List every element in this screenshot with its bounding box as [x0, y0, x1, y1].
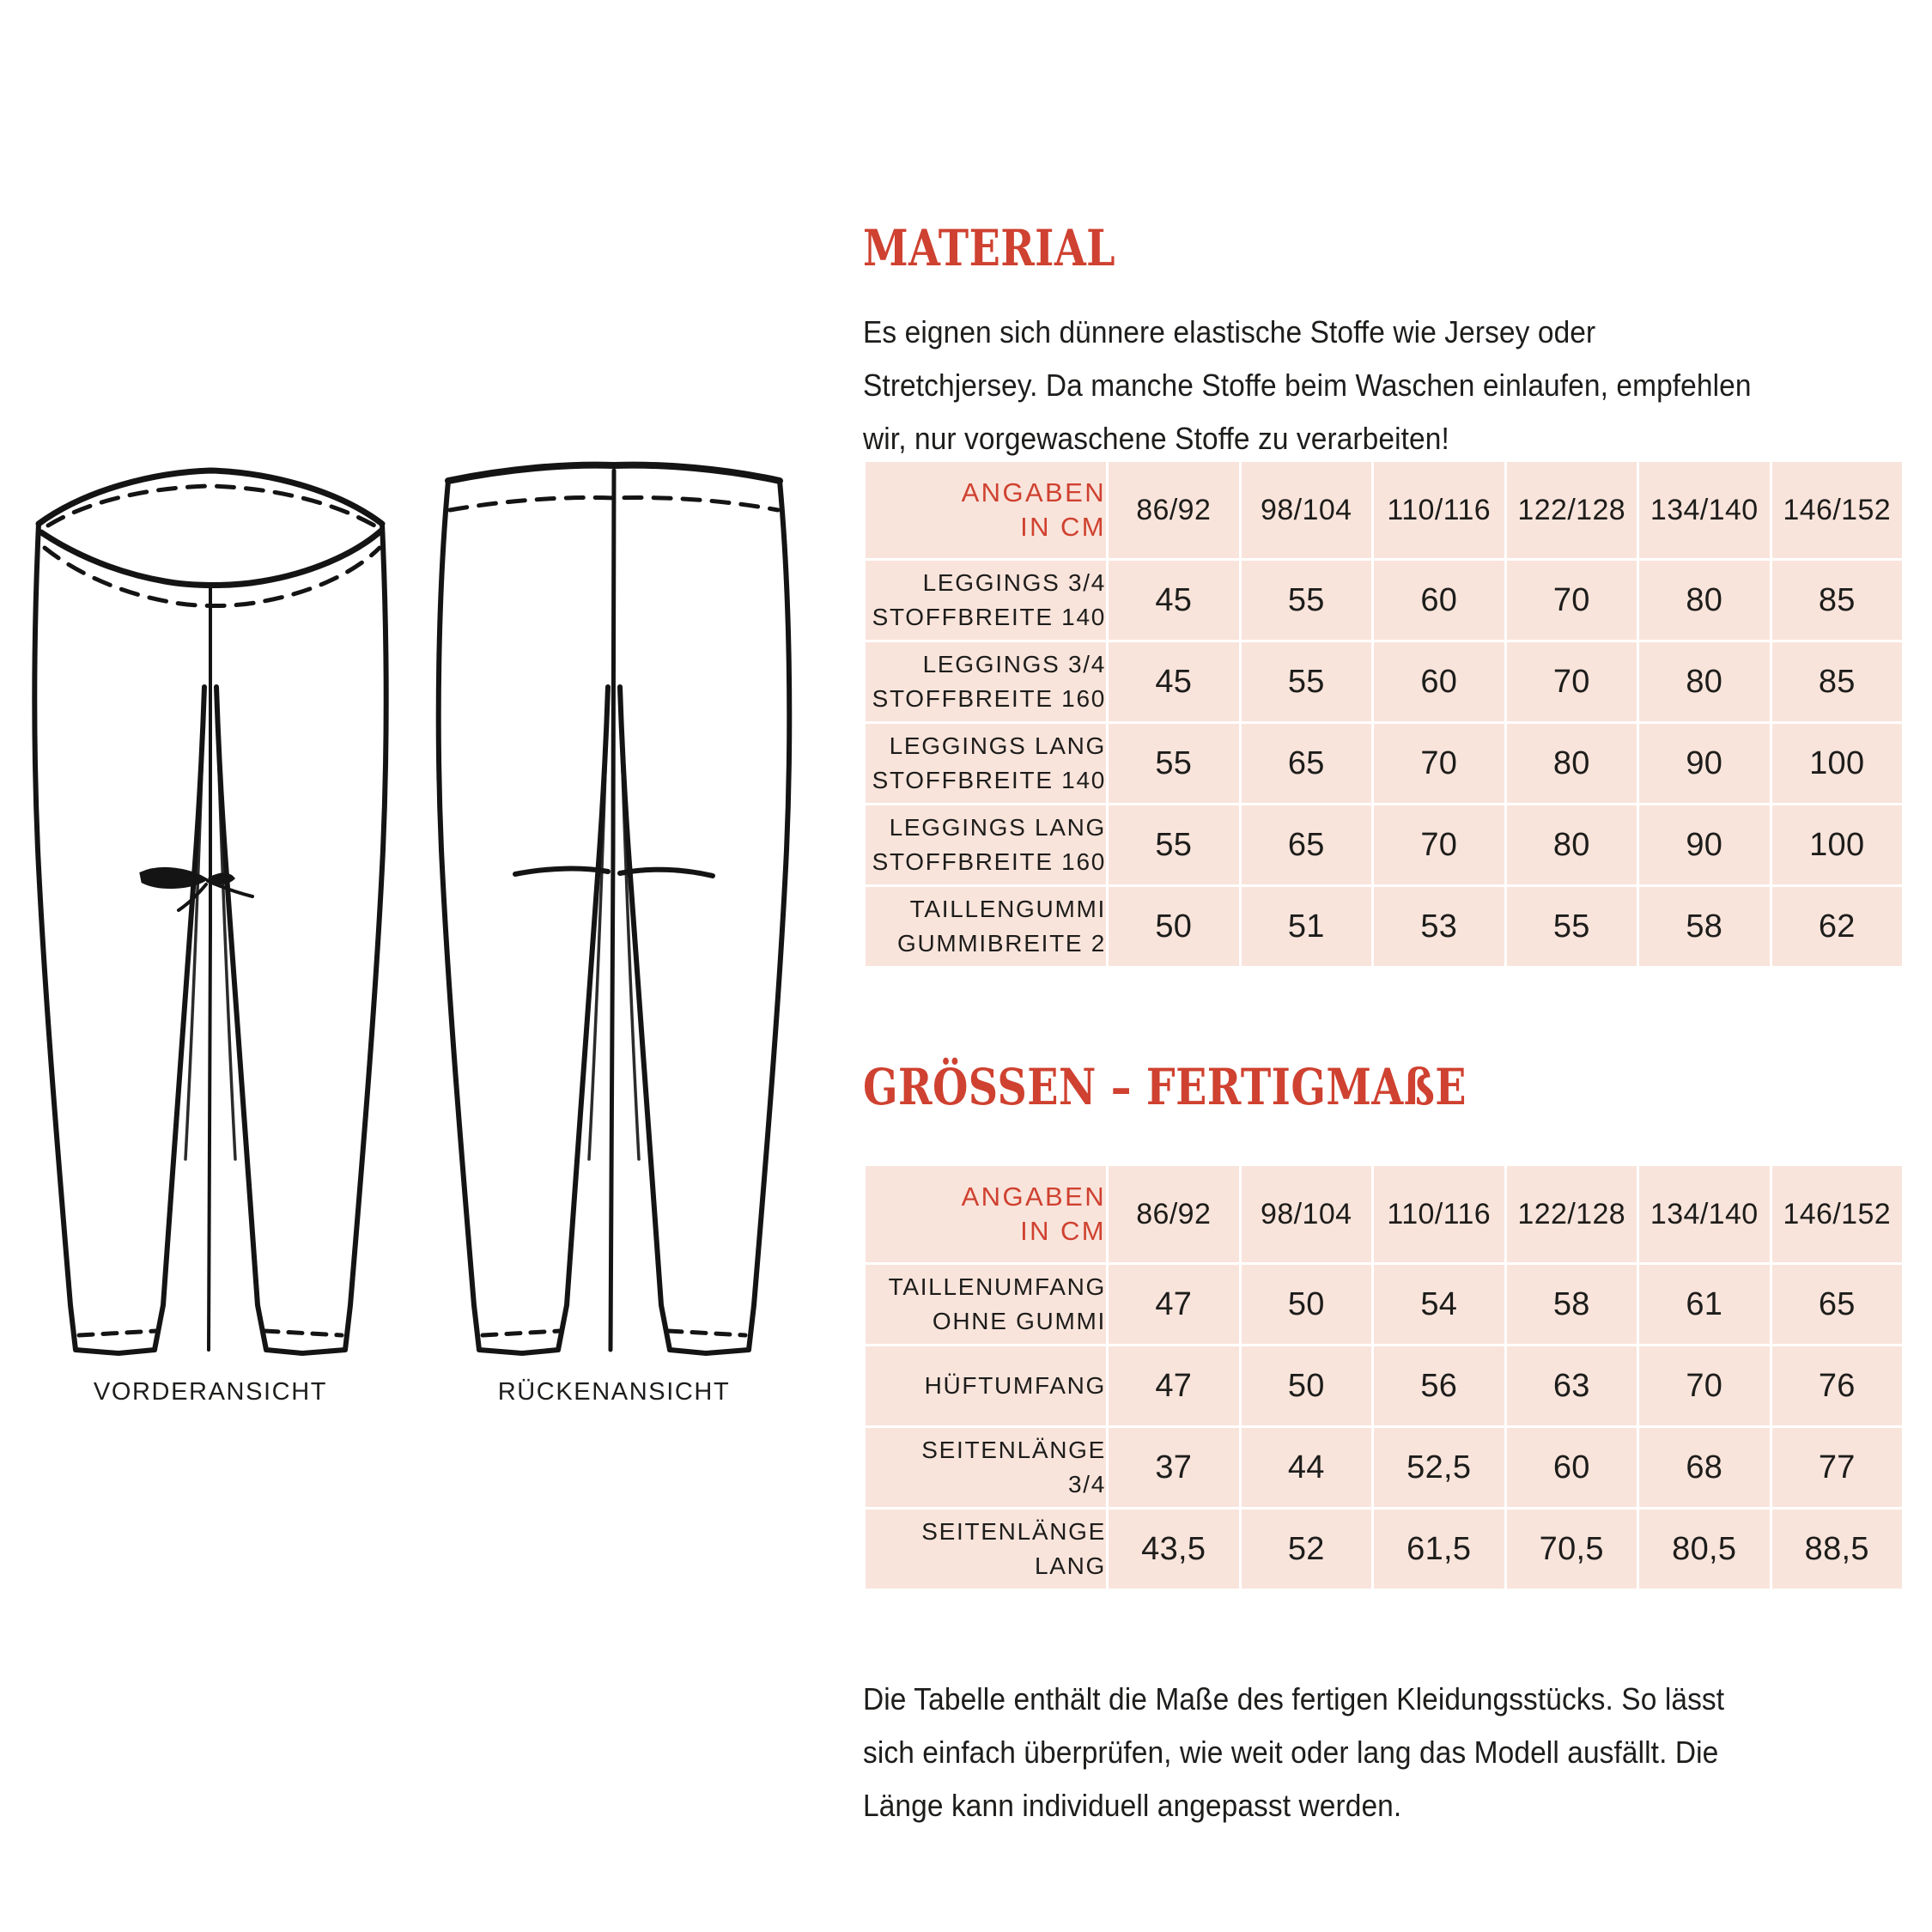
fabric-cell-value: 58 [1639, 887, 1770, 966]
fabric-cell-value: 70 [1374, 805, 1504, 884]
fabric-cell-value: 60 [1374, 642, 1504, 721]
finished-cell-value: 52 [1242, 1510, 1372, 1589]
fabric-row-label: LEGGINGS 3/4 STOFFBREITE 160 [866, 642, 1106, 721]
sizes-section-title: GRÖSSEN – FERTIGMAßE [863, 1058, 1467, 1116]
finished-cell-value: 88,5 [1772, 1510, 1903, 1589]
finished-size-header: 122/128 [1507, 1166, 1637, 1262]
fabric-cell-value: 50 [1109, 887, 1239, 966]
finished-cell-value: 52,5 [1374, 1428, 1504, 1507]
fabric-cell-value: 70 [1507, 642, 1637, 721]
fabric-table-body [866, 462, 1902, 966]
finished-cell-value: 61 [1639, 1265, 1770, 1344]
fabric-cell-value: 85 [1772, 642, 1903, 721]
fabric-row-label: LEGGINGS 3/4 STOFFBREITE 140 [866, 561, 1106, 640]
finished-cell-value: 80,5 [1639, 1510, 1770, 1589]
finished-cell-value: 43,5 [1109, 1510, 1239, 1589]
fabric-cell-value: 62 [1772, 887, 1903, 966]
finished-size-header: 110/116 [1374, 1166, 1504, 1262]
table-row [866, 561, 1902, 640]
fabric-cell-value: 45 [1109, 642, 1239, 721]
fabric-cell-value: 80 [1507, 805, 1637, 884]
finished-cell-value: 63 [1507, 1346, 1637, 1425]
fabric-cell-value: 51 [1242, 887, 1372, 966]
finished-size-header: 86/92 [1109, 1166, 1239, 1262]
finished-cell-value: 76 [1772, 1346, 1903, 1425]
fabric-cell-value: 45 [1109, 561, 1239, 640]
fabric-size-header: 86/92 [1109, 462, 1239, 558]
finished-cell-value: 58 [1507, 1265, 1637, 1344]
fabric-size-header: 134/140 [1639, 462, 1770, 558]
fabric-cell-value: 55 [1109, 805, 1239, 884]
fabric-row-label: TAILLENGUMMI GUMMIBREITE 2 [866, 887, 1106, 966]
finished-cell-value: 70 [1639, 1346, 1770, 1425]
front-view-figure [26, 447, 395, 1460]
finished-row-label: HÜFTUMFANG [866, 1346, 1106, 1425]
fabric-size-header: 98/104 [1242, 462, 1372, 558]
fabric-cell-value: 90 [1639, 805, 1770, 884]
table-row [866, 1346, 1902, 1425]
fabric-cell-value: 55 [1109, 724, 1239, 803]
back-view-leggings-icon [429, 447, 799, 1374]
material-description: Es eignen sich dünnere elastische Stoffe wie Jersey oder Stretchjersey. Da manche Stoffe beim Waschen einlaufen, empfehlen wir, nur vorgewaschene Stoffe zu verarbeiten! [863, 314, 1752, 456]
finished-row-label: SEITENLÄNGE 3/4 [866, 1428, 1106, 1507]
fabric-cell-value: 70 [1507, 561, 1637, 640]
fabric-header-row [866, 462, 1902, 558]
finished-measurements-table [863, 1163, 1905, 1591]
finished-size-header: 146/152 [1772, 1166, 1903, 1262]
fabric-cell-value: 80 [1507, 724, 1637, 803]
finished-cell-value: 61,5 [1374, 1510, 1504, 1589]
finished-row-label: SEITENLÄNGE LANG [866, 1510, 1106, 1589]
fabric-cell-value: 65 [1242, 724, 1372, 803]
fabric-row-label: LEGGINGS LANG STOFFBREITE 160 [866, 805, 1106, 884]
sizes-description: Die Tabelle enthält die Maße des fertigen Kleidungsstücks. So lässt sich einfach überprüfen, wie weit oder lang das Modell ausfällt. Die Länge kann individuell angepasst werden. [863, 1681, 1725, 1823]
fabric-cell-value: 55 [1242, 642, 1372, 721]
table-row [866, 1265, 1902, 1344]
back-view-caption: RÜCKENANSICHT [497, 1378, 731, 1406]
finished-cell-value: 47 [1109, 1265, 1239, 1344]
finished-cell-value: 37 [1109, 1428, 1239, 1507]
finished-size-header: 98/104 [1242, 1166, 1372, 1262]
table-row [866, 1510, 1902, 1589]
finished-cell-value: 70,5 [1507, 1510, 1637, 1589]
fabric-size-header: 110/116 [1374, 462, 1504, 558]
fabric-cell-value: 55 [1507, 887, 1637, 966]
finished-cell-value: 50 [1242, 1346, 1372, 1425]
finished-size-header: 134/140 [1639, 1166, 1770, 1262]
finished-cell-value: 68 [1639, 1428, 1770, 1507]
finished-cell-value: 50 [1242, 1265, 1372, 1344]
fabric-cell-value: 55 [1242, 561, 1372, 640]
finished-cell-value: 77 [1772, 1428, 1903, 1507]
fabric-cell-value: 53 [1374, 887, 1504, 966]
fabric-cell-value: 100 [1772, 805, 1903, 884]
finished-cell-value: 60 [1507, 1428, 1637, 1507]
fabric-row-label: LEGGINGS LANG STOFFBREITE 140 [866, 724, 1106, 803]
fabric-cell-value: 100 [1772, 724, 1903, 803]
finished-cell-value: 65 [1772, 1265, 1903, 1344]
fabric-cell-value: 90 [1639, 724, 1770, 803]
table-row [866, 724, 1902, 803]
finished-header-label: ANGABEN IN CM [866, 1166, 1106, 1262]
fabric-requirement-table [863, 459, 1905, 969]
back-view-figure [429, 447, 799, 1460]
front-view-caption: VORDERANSICHT [93, 1378, 328, 1406]
table-row [866, 887, 1902, 966]
table-row [866, 1428, 1902, 1507]
fabric-cell-value: 80 [1639, 642, 1770, 721]
fabric-cell-value: 80 [1639, 561, 1770, 640]
fabric-cell-value: 85 [1772, 561, 1903, 640]
finished-cell-value: 44 [1242, 1428, 1372, 1507]
table-row [866, 642, 1902, 721]
table-row [866, 805, 1902, 884]
finished-table-body [866, 1166, 1902, 1589]
fabric-cell-value: 65 [1242, 805, 1372, 884]
fabric-cell-value: 60 [1374, 561, 1504, 640]
technical-drawings-panel [0, 447, 824, 1477]
front-view-leggings-icon [26, 447, 395, 1374]
fabric-header-label: ANGABEN IN CM [866, 462, 1106, 558]
finished-cell-value: 47 [1109, 1346, 1239, 1425]
finished-header-row [866, 1166, 1902, 1262]
fabric-cell-value: 70 [1374, 724, 1504, 803]
material-section-title: MATERIAL [863, 219, 1115, 277]
fabric-size-header: 122/128 [1507, 462, 1637, 558]
finished-cell-value: 56 [1374, 1346, 1504, 1425]
fabric-size-header: 146/152 [1772, 462, 1903, 558]
finished-cell-value: 54 [1374, 1265, 1504, 1344]
finished-row-label: TAILLENUMFANG OHNE GUMMI [866, 1265, 1106, 1344]
